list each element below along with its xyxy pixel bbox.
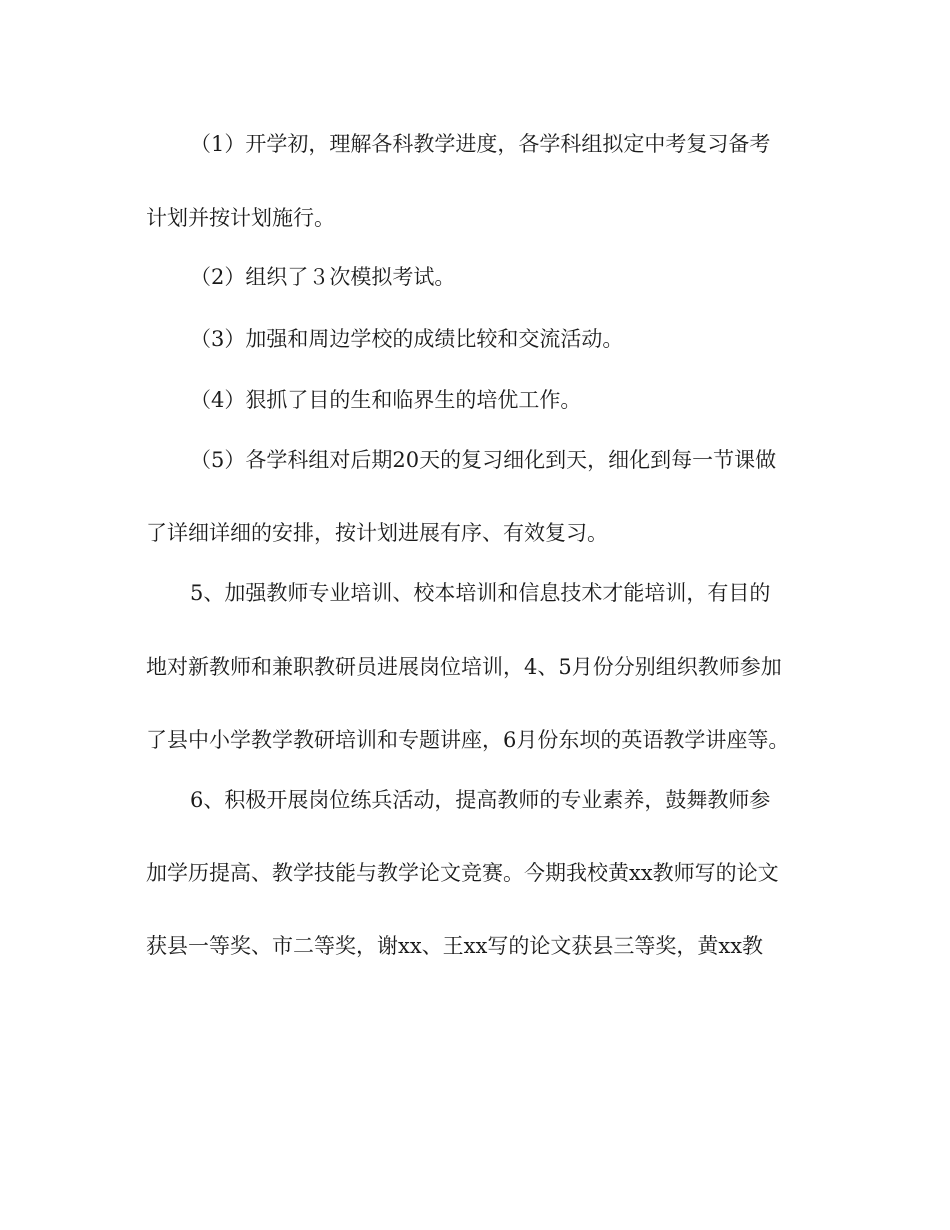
paragraph-line: 6、积极开展岗位练兵活动，提高教师的专业素养，鼓舞教师参: [190, 788, 771, 812]
paragraph-line: （3）加强和周边学校的成绩比较和交流活动。: [190, 327, 624, 351]
paragraph-line: 获县一等奖、市二等奖，谢xx、王xx写的论文获县三等奖，黄xx教: [146, 934, 764, 958]
paragraph-line: （1）开学初，理解各科教学进度，各学科组拟定中考复习备考: [190, 132, 771, 156]
paragraph-line: 了县中小学教学教研培训和专题讲座，6月份东坝的英语教学讲座等。: [146, 728, 790, 752]
paragraph-line: 加学历提高、教学技能与教学论文竞赛。今期我校黄xx教师写的论文: [146, 861, 779, 885]
paragraph-line: （4）狠抓了目的生和临界生的培优工作。: [190, 388, 582, 412]
paragraph-line: 5、加强教师专业培训、校本培训和信息技术才能培训，有目的: [190, 581, 771, 605]
paragraph-line: 地对新教师和兼职教研员进展岗位培训，4、5月份分别组织教师参加: [146, 655, 782, 679]
paragraph-line: （5）各学科组对后期20天的复习细化到天，细化到每一节课做: [190, 448, 777, 472]
paragraph-line: 了详细详细的安排，按计划进展有序、有效复习。: [146, 521, 608, 545]
paragraph-line: （2）组织了３次模拟考试。: [190, 265, 456, 289]
paragraph-line: 计划并按计划施行。: [146, 206, 335, 230]
